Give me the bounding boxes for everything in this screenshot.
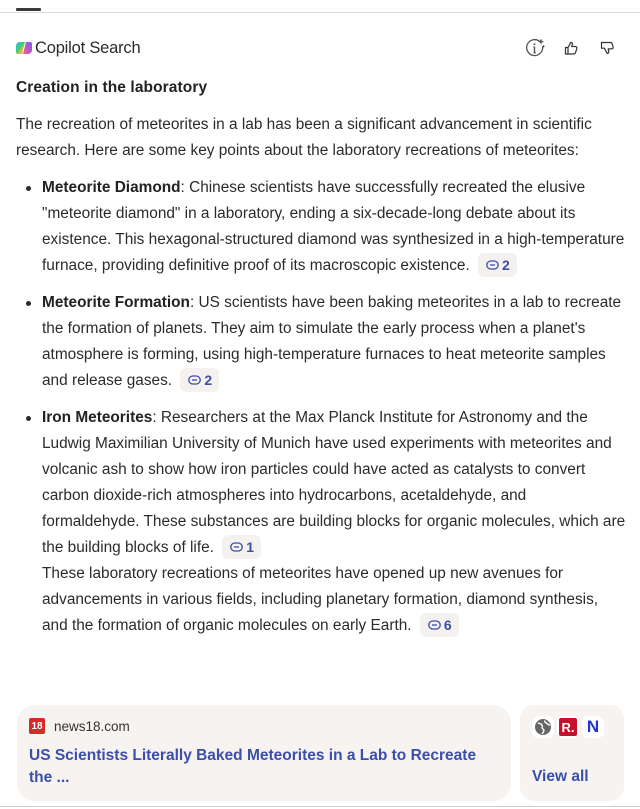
closing-text: These laboratory recreations of meteorites have opened up new avenues for advancements in various fields, including planetary formation, diamond synthesis, and the formation of organic molecules on early Earth. (42, 565, 599, 634)
copilot-logo-icon (16, 40, 32, 56)
intro-paragraph: The recreation of meteorites in a lab has been a significant advancement in scientific research. Here are some key points about the laboratory recreations of meteorites: (16, 116, 592, 159)
source-domain: news18.com (54, 718, 130, 734)
citation-link[interactable] (420, 613, 459, 637)
view-all-card[interactable] (520, 705, 624, 801)
divider (0, 806, 640, 807)
answer-content (16, 112, 628, 639)
info-sparkle-icon (524, 37, 546, 59)
point-term: Meteorite Diamond (42, 179, 181, 196)
citation-link[interactable] (180, 368, 219, 392)
link-icon (486, 260, 499, 270)
n-favicon: N (582, 716, 604, 738)
source-card[interactable] (17, 705, 511, 801)
citation-link[interactable] (222, 535, 261, 559)
point-text: : Researchers at the Max Planck Institute for Astronomy and the Ludwig Maximilian University of Munich have used experiments with meteorites and volcanic ash to show how iron particles could have acted as catalysts to convert carbon dioxide-rich atmospheres into hydrocarbons, acetaldehyde, and formaldehyde. These substances are building blocks for organic molecules, which are the building blocks of life. (42, 409, 626, 556)
link-icon (188, 375, 201, 385)
point-term: Meteorite Formation (42, 294, 190, 311)
citation-count: 2 (204, 371, 213, 388)
link-icon (428, 620, 441, 630)
citation-count: 6 (443, 616, 452, 633)
citation-count: 2 (502, 256, 510, 273)
section-title: Creation in the laboratory (16, 79, 208, 96)
header (16, 36, 624, 60)
point-text: : US scientists have been baking meteorites in a lab to recreate the formation of planets. They aim to simulate the early process when a planet's atmosphere is forming, using high-temperature furnaces to heat meteorite samples and release gases. (42, 294, 622, 389)
top-bar (0, 0, 640, 13)
source-title-link[interactable]: US Scientists Literally Baked Meteorites in a Lab to Recreate the ... (29, 747, 477, 786)
info-button[interactable] (524, 36, 546, 60)
view-all-link[interactable]: View all (532, 768, 589, 785)
list-item (16, 405, 628, 561)
source-favicons (532, 716, 604, 738)
list-item (16, 290, 628, 394)
link-icon (230, 542, 243, 552)
header-actions (524, 36, 618, 60)
key-points-list (16, 175, 628, 561)
point-text: : Chinese scientists have successfully recreated the elusive "meteorite diamond" in a laboratory, ending a six-decade-long debate about its existence. This hexagonal-structured diamond was synthesized in a high-temperature furnace, providing definitive proof of its macroscopic existence. (42, 179, 625, 274)
news18-favicon: 18 (29, 718, 45, 734)
thumbs-up-button[interactable] (560, 36, 582, 60)
point-term: Iron Meteorites (42, 409, 153, 426)
thumbs-up-icon (563, 40, 579, 56)
source-meta (29, 718, 130, 734)
thumbs-down-button[interactable] (596, 36, 618, 60)
republic-favicon: R. (557, 716, 579, 738)
globe-icon (532, 716, 554, 738)
brand-title: Copilot Search (35, 38, 141, 57)
closing-paragraph (16, 561, 628, 639)
citation-link[interactable] (478, 253, 517, 277)
drag-handle[interactable] (16, 8, 41, 11)
list-item (16, 175, 628, 279)
thumbs-down-icon (599, 40, 615, 56)
citation-count: 1 (246, 538, 255, 555)
